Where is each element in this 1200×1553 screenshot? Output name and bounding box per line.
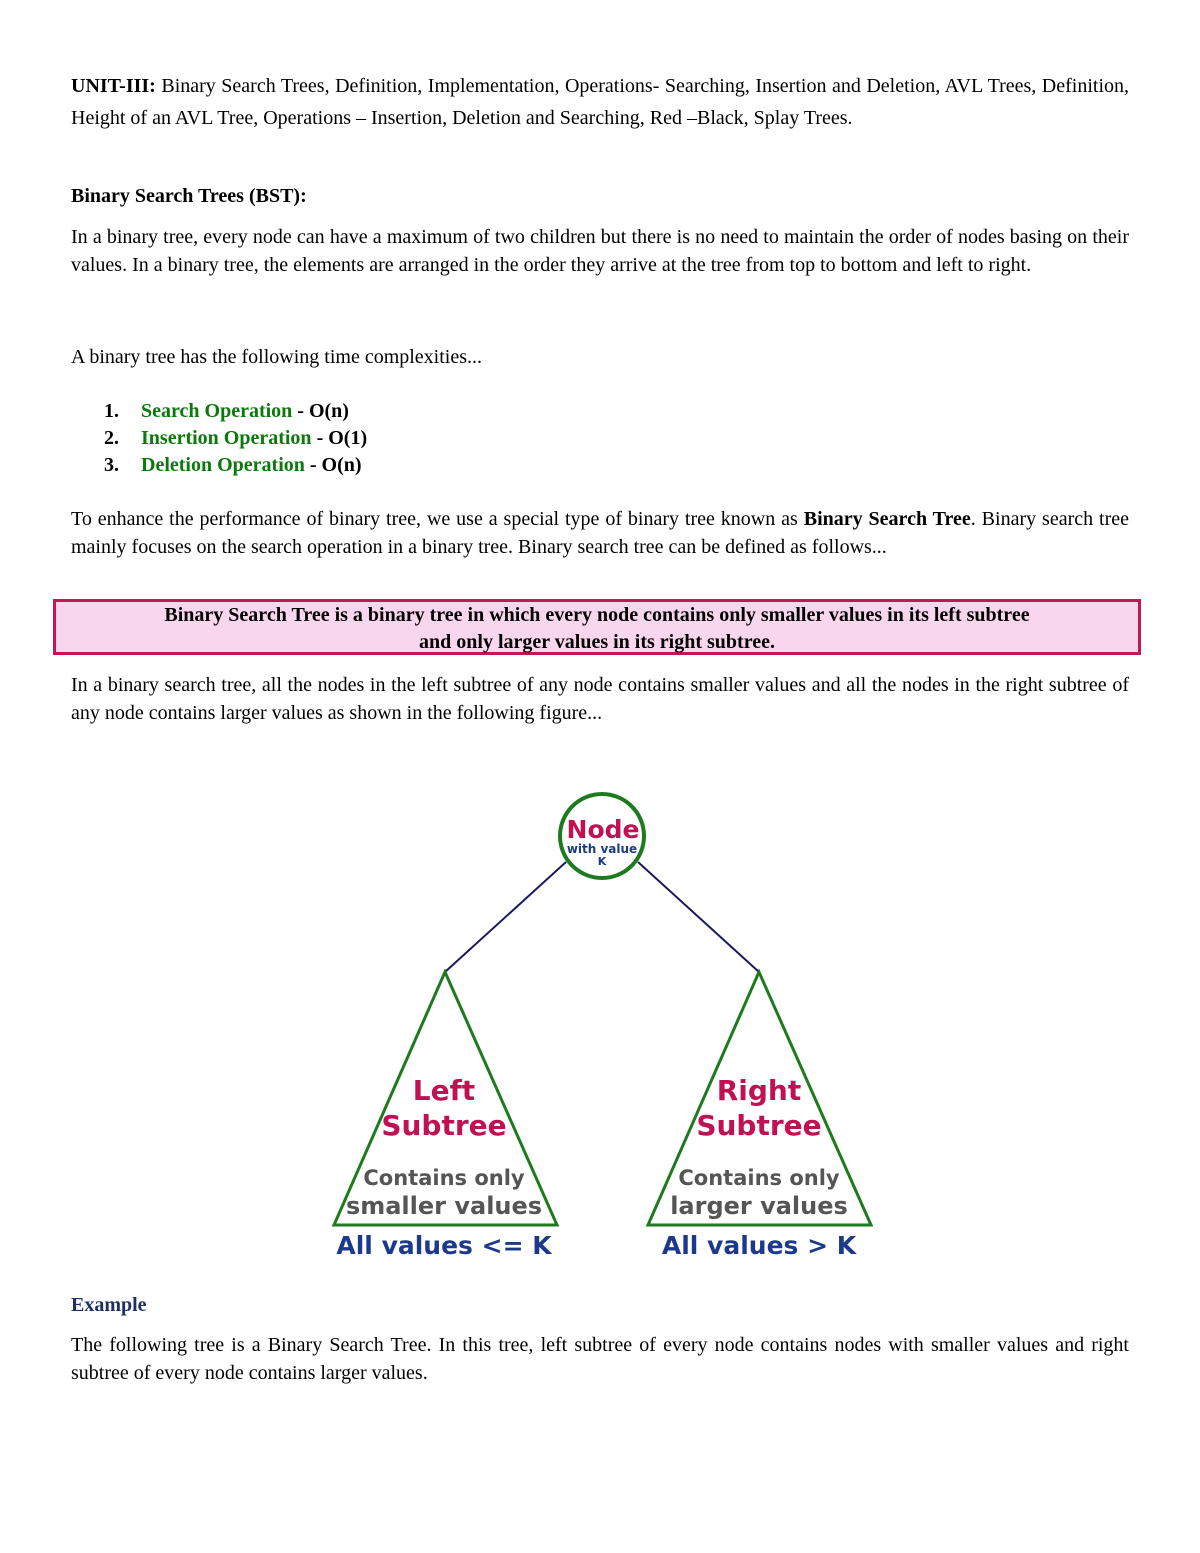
left-desc-2: smaller values	[345, 1192, 543, 1220]
bst-diagram	[330, 786, 878, 1266]
root-sub-2: K	[597, 855, 607, 868]
left-caption: All values <= K	[336, 1231, 552, 1260]
operation-name: Deletion Operation	[141, 454, 305, 476]
enhance-text-before: To enhance the performance of binary tree, we use a special type of binary tree known as	[71, 508, 804, 530]
intro-paragraph: In a binary tree, every node can have a maximum of two children but there is no need to maintain the order of nodes basing on their values. In a binary tree, the elements are arranged in the order they arrive at the tree from top to bottom and left to right.	[71, 226, 1129, 276]
list-number: 1.	[104, 400, 119, 422]
list-item	[104, 398, 367, 425]
list-item	[104, 425, 367, 452]
bst-heading: Binary Search Trees (BST):	[71, 185, 307, 207]
operation-name: Insertion Operation	[141, 427, 312, 449]
enhance-text-after: . Binary search tree mainly focuses on the search operation in a binary tree. Binary search tree can be defined as follows...	[71, 508, 1129, 558]
enhance-paragraph	[71, 506, 1129, 561]
definition-box	[53, 599, 1141, 655]
example-paragraph: The following tree is a Binary Search Tree. In this tree, left subtree of every node contains nodes with smaller values and right subtree of every node contains larger values.	[71, 1334, 1129, 1384]
list-item	[104, 452, 367, 479]
left-title-2: Subtree	[381, 1109, 507, 1142]
root-sub-1: with value	[566, 842, 638, 856]
right-title-1: Right	[716, 1074, 802, 1107]
definition-line-1: Binary Search Tree is a binary tree in which every node contains only smaller values in its left subtree	[164, 604, 1030, 626]
right-edge	[638, 862, 759, 972]
unit-overview	[71, 71, 1129, 134]
enhance-bold-term: Binary Search Tree	[803, 508, 971, 530]
right-caption: All values > K	[661, 1231, 857, 1260]
list-number: 3.	[104, 454, 119, 476]
subtree-paragraph: In a binary search tree, all the nodes in the left subtree of any node contains smaller values and all the nodes in the right subtree of any node contains larger values as shown in the following figure...	[71, 674, 1129, 724]
root-title: Node	[566, 815, 640, 844]
left-desc-1: Contains only	[363, 1166, 525, 1190]
separator: -	[304, 454, 322, 476]
list-number: 2.	[104, 427, 119, 449]
left-edge	[445, 862, 566, 972]
complexity-value: O(1)	[328, 427, 368, 449]
complexity-value: O(n)	[321, 454, 362, 476]
left-title-1: Left	[412, 1074, 476, 1107]
separator: -	[311, 427, 329, 449]
definition-line-2: and only larger values in its right subtree.	[419, 631, 775, 653]
right-desc-2: larger values	[670, 1192, 848, 1220]
right-desc-1: Contains only	[678, 1166, 840, 1190]
complexity-value: O(n)	[308, 400, 349, 422]
separator: -	[292, 400, 309, 422]
unit-label: UNIT-III:	[71, 75, 156, 97]
complexity-list	[104, 398, 367, 479]
example-heading: Example	[71, 1294, 147, 1316]
complexity-intro: A binary tree has the following time complexities...	[71, 346, 483, 368]
operation-name: Search Operation	[141, 400, 293, 422]
right-title-2: Subtree	[696, 1109, 822, 1142]
unit-topics: Binary Search Trees, Definition, Implementation, Operations- Searching, Insertion and Deletion, AVL Trees, Definition, Height of an AVL Tree, Operations – Insertion, Deletion and Searching, Red –Black, Splay Trees.	[71, 75, 1129, 129]
